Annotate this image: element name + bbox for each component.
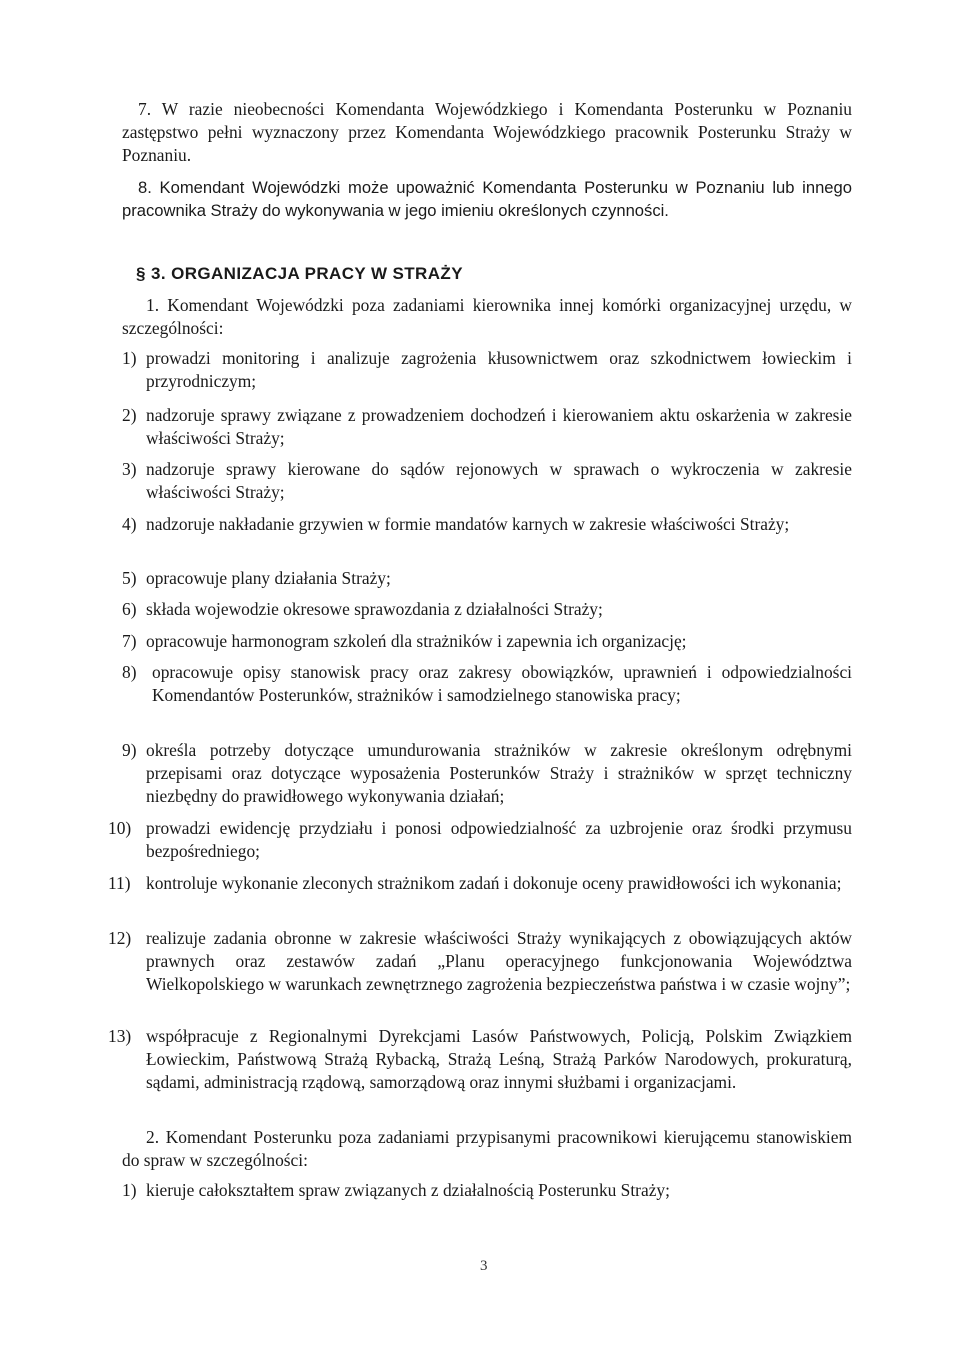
list-item xyxy=(108,817,852,863)
list-item-text: współpracuje z Regionalnymi Dyrekcjami Lasów Państwowych, Policją, Polskim Związkiem Łowieckim, Państwową Strażą Rybacką, Strażą Leśną, Strażą Parków Narodowych, prokuraturą, sądami, administracją rządową, samorządową oraz innymi służbami i organizacjami. xyxy=(146,1026,852,1092)
list-item-text: prowadzi ewidencję przydziału i ponosi odpowiedzialność za uzbrojenie oraz środki przymusu bezpośredniego; xyxy=(146,818,852,861)
list-item-number: 1) xyxy=(122,348,137,368)
list-item-number: 9) xyxy=(122,740,137,760)
list-item xyxy=(122,458,852,504)
list-item xyxy=(122,739,852,808)
list-item-number: 1) xyxy=(122,1180,137,1200)
paragraph-8: 8. Komendant Wojewódzki może upoważnić Komendanta Posterunku w Poznaniu lub innego pracownika Straży do wykonywania w jego imieniu określonych czynności. xyxy=(122,178,852,220)
list-item-number: 12) xyxy=(108,928,132,948)
list-item-number: 8) xyxy=(122,662,137,682)
list-item-number: 6) xyxy=(122,599,137,619)
list-item xyxy=(122,1179,852,1202)
paragraph-7: 7. W razie nieobecności Komendanta Wojewódzkiego i Komendanta Posterunku w Poznaniu zastępstwo pełni wyznaczony przez Komendanta Wojewódzkiego pracownik Posterunku Straży w Poznaniu. xyxy=(122,99,852,165)
list-item-text: opracowuje harmonogram szkoleń dla strażników i zapewnia ich organizację; xyxy=(146,631,687,651)
list-item-text: prowadzi monitoring i analizuje zagrożenia kłusownictwem oraz szkodnictwem łowieckim i przyrodniczym; xyxy=(146,348,852,391)
list-item-number: 2) xyxy=(122,405,137,425)
list-item xyxy=(122,404,852,450)
list-item-text: kontroluje wykonanie zleconych strażnikom zadań i dokonuje oceny prawidłowości ich wykonania; xyxy=(146,873,842,893)
list-item-text: realizuje zadania obronne w zakresie właściwości Straży wynikających z obowiązujących aktów prawnych oraz zestawów zadań „Planu operacyjnego funkcjonowania Województwa Wielkopolskiego w warunkach zewnętrznego zagrożenia bezpieczeństwa państwa i w czasie wojny”; xyxy=(146,928,852,994)
section-heading: § 3. ORGANIZACJA PRACY W STRAŻY xyxy=(136,264,463,283)
list-item xyxy=(108,1025,852,1094)
list-item-number: 5) xyxy=(122,568,137,588)
list-item-text: określa potrzeby dotyczące umundurowania strażników w zakresie określonym odrębnymi przepisami oraz dotyczące wyposażenia Posterunków Straży i strażników w sprzęt techniczny niezbędny do prawidłowego wykonywania działań; xyxy=(146,740,852,806)
list-item-text: opracowuje opisy stanowisk pracy oraz zakresy obowiązków, uprawnień i odpowiedzialności Komendantów Posterunków, strażników i samodzielnego stanowiska pracy; xyxy=(152,662,852,705)
page-number: 3 xyxy=(480,1258,488,1274)
list-item xyxy=(122,661,852,707)
list-item-number: 10) xyxy=(108,818,132,838)
list-item-text: opracowuje plany działania Straży; xyxy=(146,568,391,588)
list-item xyxy=(122,513,852,536)
list-item-text: kieruje całokształtem spraw związanych z działalnością Posterunku Straży; xyxy=(146,1180,670,1200)
list-item-text: składa wojewodzie okresowe sprawozdania z działalności Straży; xyxy=(146,599,603,619)
list-item-number: 11) xyxy=(108,873,131,893)
list-item xyxy=(122,630,852,653)
list-item-text: nadzoruje sprawy kierowane do sądów rejonowych w sprawach o wykroczenia w zakresie właściwości Straży; xyxy=(146,459,852,502)
list-item-number: 3) xyxy=(122,459,137,479)
list-item-number: 7) xyxy=(122,631,137,651)
list-item-number: 4) xyxy=(122,514,137,534)
list-item-text: nadzoruje sprawy związane z prowadzeniem dochodzeń i kierowaniem aktu oskarżenia w zakresie właściwości Straży; xyxy=(146,405,852,448)
list-item xyxy=(122,598,852,621)
list-item-text: nadzoruje nakładanie grzywien w formie mandatów karnych w zakresie właściwości Straży; xyxy=(146,514,790,534)
section2-intro: 2. Komendant Posterunku poza zadaniami przypisanymi pracownikowi kierującemu stanowiskiem do spraw w szczególności: xyxy=(122,1127,852,1170)
list-item xyxy=(108,927,852,996)
list-item-number: 13) xyxy=(108,1026,132,1046)
list-item xyxy=(122,347,852,393)
list-item xyxy=(108,872,852,895)
section1-intro: 1. Komendant Wojewódzki poza zadaniami kierownika innej komórki organizacyjnej urzędu, w szczególności: xyxy=(122,295,852,338)
list-item xyxy=(122,567,852,590)
